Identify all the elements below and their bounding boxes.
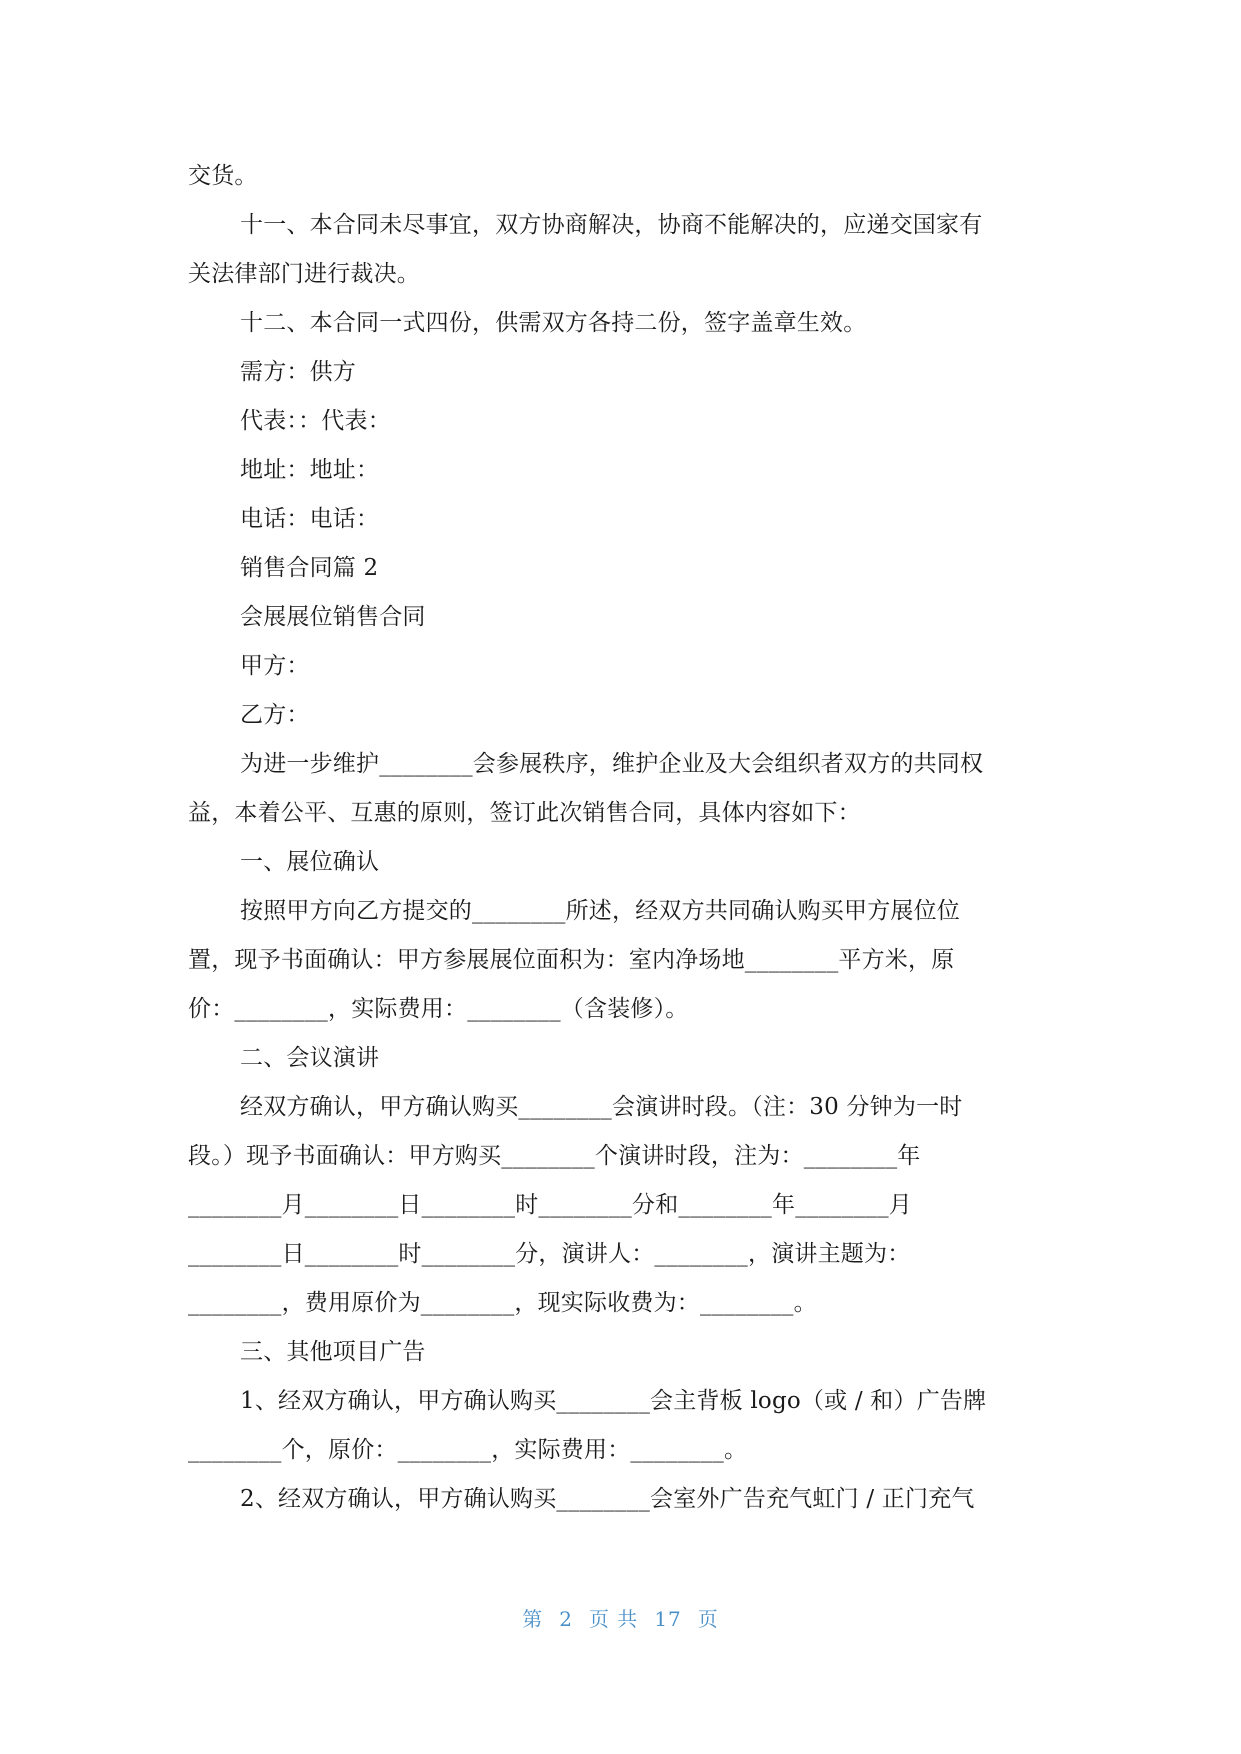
footer-label-page: 第 (522, 1607, 544, 1631)
text-line: 为进一步维护________会参展秩序，维护企业及大会组织者双方的共同权 (240, 751, 984, 777)
text-line: 需方：供方 (240, 359, 356, 385)
text-line: 交货。 (188, 163, 258, 189)
text-line: ________个，原价：________，实际费用：________。 (188, 1437, 748, 1463)
footer-current-page: 2 (559, 1607, 573, 1631)
text-line: 十一、本合同未尽事宜，双方协商解决，协商不能解决的，应递交国家有 (240, 212, 983, 238)
text-line: 甲方： (240, 653, 310, 679)
text-line: 销售合同篇 2 (240, 555, 379, 581)
text-line: 段。）现予书面确认：甲方购买________个演讲时段，注为：________年 (188, 1143, 921, 1169)
text-line: 经双方确认，甲方确认购买________会演讲时段。（注：30 分钟为一时 (240, 1094, 963, 1120)
text-line: ________月________日________时________分和________年________月 (188, 1192, 912, 1218)
text-line: 地址：地址： (240, 457, 380, 483)
text-line: 会展展位销售合同 (240, 604, 426, 630)
text-line: 三、其他项目广告 (240, 1339, 426, 1365)
page-footer (0, 1604, 1241, 1634)
footer-label-page-of: 页 共 (588, 1607, 639, 1631)
text-line: 价：________，实际费用：________（含装修）。 (188, 996, 689, 1022)
text-line: ________，费用原价为________，现实际收费为：________。 (188, 1290, 817, 1316)
document-body (188, 152, 1054, 1524)
text-line: 按照甲方向乙方提交的________所述，经双方共同确认购买甲方展位位 (240, 898, 960, 924)
text-line: 乙方： (240, 702, 310, 728)
text-line: 关法律部门进行裁决。 (188, 261, 420, 287)
text-line: 1、经双方确认，甲方确认购买________会主背板 logo（或 / 和）广告牌 (240, 1388, 987, 1414)
text-line: 2、经双方确认，甲方确认购买________会室外广告充气虹门 / 正门充气 (240, 1486, 975, 1512)
text-line: ________日________时________分，演讲人：________，演讲主题为： (188, 1241, 911, 1267)
text-line: 益，本着公平、互惠的原则，签订此次销售合同，具体内容如下： (188, 800, 861, 826)
footer-total-pages: 17 (654, 1607, 682, 1631)
text-line: 二、会议演讲 (240, 1045, 380, 1071)
text-line: 电话：电话： (240, 506, 380, 532)
text-line: 十二、本合同一式四份，供需双方各持二份，签字盖章生效。 (240, 310, 867, 336)
text-line: 代表：：代表： (240, 408, 391, 434)
footer-label-page-end: 页 (697, 1607, 719, 1631)
text-line: 置，现予书面确认：甲方参展展位面积为：室内净场地________平方米，原 (188, 947, 955, 973)
text-line: 一、展位确认 (240, 849, 380, 875)
